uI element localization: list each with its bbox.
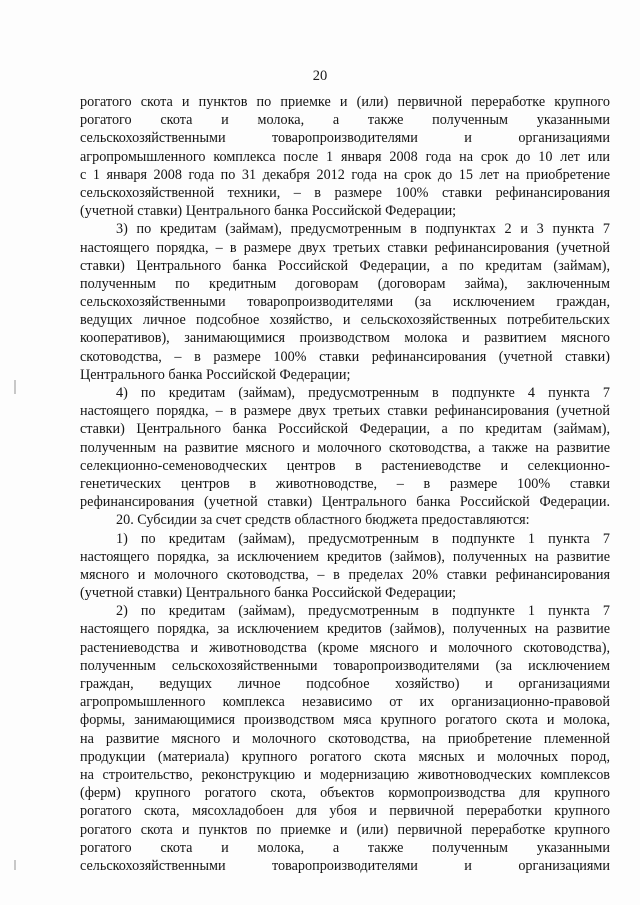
text-line: скотоводства, – в размере 100% ставки рефинансирования (учетной ставки) bbox=[80, 348, 610, 365]
text-line: сельскохозяйственными товаропроизводителями и организациями bbox=[80, 857, 610, 874]
text-line: генетических центров в животноводстве, – в размере 100% ставки bbox=[80, 475, 610, 492]
text-line: ставки) Центрального банка Российской Федерации, а по кредитам (займам), bbox=[80, 421, 610, 438]
text-line: с 1 января 2008 года по 31 декабря 2012 года на срок до 15 лет на приобретение bbox=[80, 166, 610, 183]
text-line: кооперативов), занимающимися производством молока и развитием мясного bbox=[80, 330, 610, 347]
text-line: рефинансирования (учетной ставки) Центрального банка Российской Федерации. bbox=[80, 494, 610, 511]
text-line: 3) по кредитам (займам), предусмотренным в подпунктах 2 и 3 пункта 7 bbox=[116, 221, 610, 238]
text-line: агропромышленного комплекса независимо от их организационно-правовой bbox=[80, 694, 610, 711]
text-line: сельскохозяйственными товаропроизводителями (за исключением граждан, bbox=[80, 294, 610, 311]
text-line: (учетной ставки) Центрального банка Российской Федерации; bbox=[80, 585, 457, 602]
text-line: растениеводства и животноводства (кроме мясного и молочного скотоводства), bbox=[80, 639, 610, 656]
text-line: настоящего порядка, за исключением кредитов (займов), полученных на развитие bbox=[80, 621, 610, 638]
text-line: настоящего порядка, за исключением кредитов (займов), полученных на развитие bbox=[80, 548, 610, 565]
text-line: 2) по кредитам (займам), предусмотренным в подпункте 1 пункта 7 bbox=[116, 603, 610, 620]
text-line: рогатого скота, мясохладобоен для убоя и первичной переработки крупного bbox=[80, 803, 610, 820]
text-line: продукции (материала) крупного рогатого скота мясных и молочных пород, bbox=[80, 748, 610, 765]
text-line: полученным сельскохозяйственными товаропроизводителями (за исключением bbox=[80, 657, 610, 674]
text-line: рогатого скота и молока, а также полученным указанными bbox=[80, 112, 610, 129]
text-line: рогатого скота и пунктов по приемке и (или) первичной переработке крупного bbox=[80, 821, 610, 838]
text-line: формы, занимающимися производством мяса крупного рогатого скота и молока, bbox=[80, 712, 610, 729]
text-line: 1) по кредитам (займам), предусмотренным в подпункте 1 пункта 7 bbox=[116, 530, 610, 547]
text-line: (учетной ставки) Центрального банка Российской Федерации; bbox=[80, 203, 457, 220]
text-line: настоящего порядка, – в размере двух третьих ставки рефинансирования (учетной bbox=[80, 403, 610, 420]
text-line: ставки) Центрального банка Российской Федерации, а по кредитам (займам), bbox=[80, 257, 610, 274]
text-line: рогатого скота и молока, а также полученным указанными bbox=[80, 839, 610, 856]
text-line: ведущих личное подсобное хозяйство, и сельскохозяйственных потребительских bbox=[80, 312, 610, 329]
text-line: полученным по кредитным договорам (договорам займа), заключенным bbox=[80, 275, 610, 292]
text-line: агропромышленного комплекса после 1 января 2008 года на срок до 10 лет или bbox=[80, 148, 610, 165]
text-line: рогатого скота и пунктов по приемке и (или) первичной переработке крупного bbox=[80, 94, 610, 110]
scan-margin-mark bbox=[14, 380, 16, 394]
text-line: сельскохозяйственными товаропроизводителями и организациями bbox=[80, 130, 610, 147]
document-body-text bbox=[80, 93, 610, 875]
text-line: 20. Субсидии за счет средств областного бюджета предоставляются: bbox=[116, 512, 530, 529]
text-line: сельскохозяйственной техники, – в размере 100% ставки рефинансирования bbox=[80, 184, 610, 201]
page-number: 20 bbox=[312, 68, 328, 84]
text-line: на развитие мясного и молочного скотоводства, на приобретение племенной bbox=[80, 730, 610, 747]
scan-margin-mark bbox=[14, 860, 16, 870]
text-line: полученным на развитие мясного и молочного скотоводства, а также на развитие bbox=[80, 439, 610, 456]
text-line: селекционно-семеноводческих центров в растениеводстве и селекционно- bbox=[80, 457, 610, 474]
text-line: настоящего порядка, – в размере двух третьих ставки рефинансирования (учетной bbox=[80, 239, 610, 256]
text-line: (ферм) крупного рогатого скота, объектов кормопроизводства для крупного bbox=[80, 785, 610, 802]
text-line: 4) по кредитам (займам), предусмотренным в подпункте 4 пункта 7 bbox=[116, 385, 610, 401]
text-line: на строительство, реконструкцию и модернизацию животноводческих комплексов bbox=[80, 766, 610, 783]
text-line: Центрального банка Российской Федерации; bbox=[80, 366, 351, 383]
text-line: граждан, ведущих личное подсобное хозяйство) и организациями bbox=[80, 676, 610, 692]
text-line: мясного и молочного скотоводства, – в пределах 20% ставки рефинансирования bbox=[80, 566, 610, 583]
